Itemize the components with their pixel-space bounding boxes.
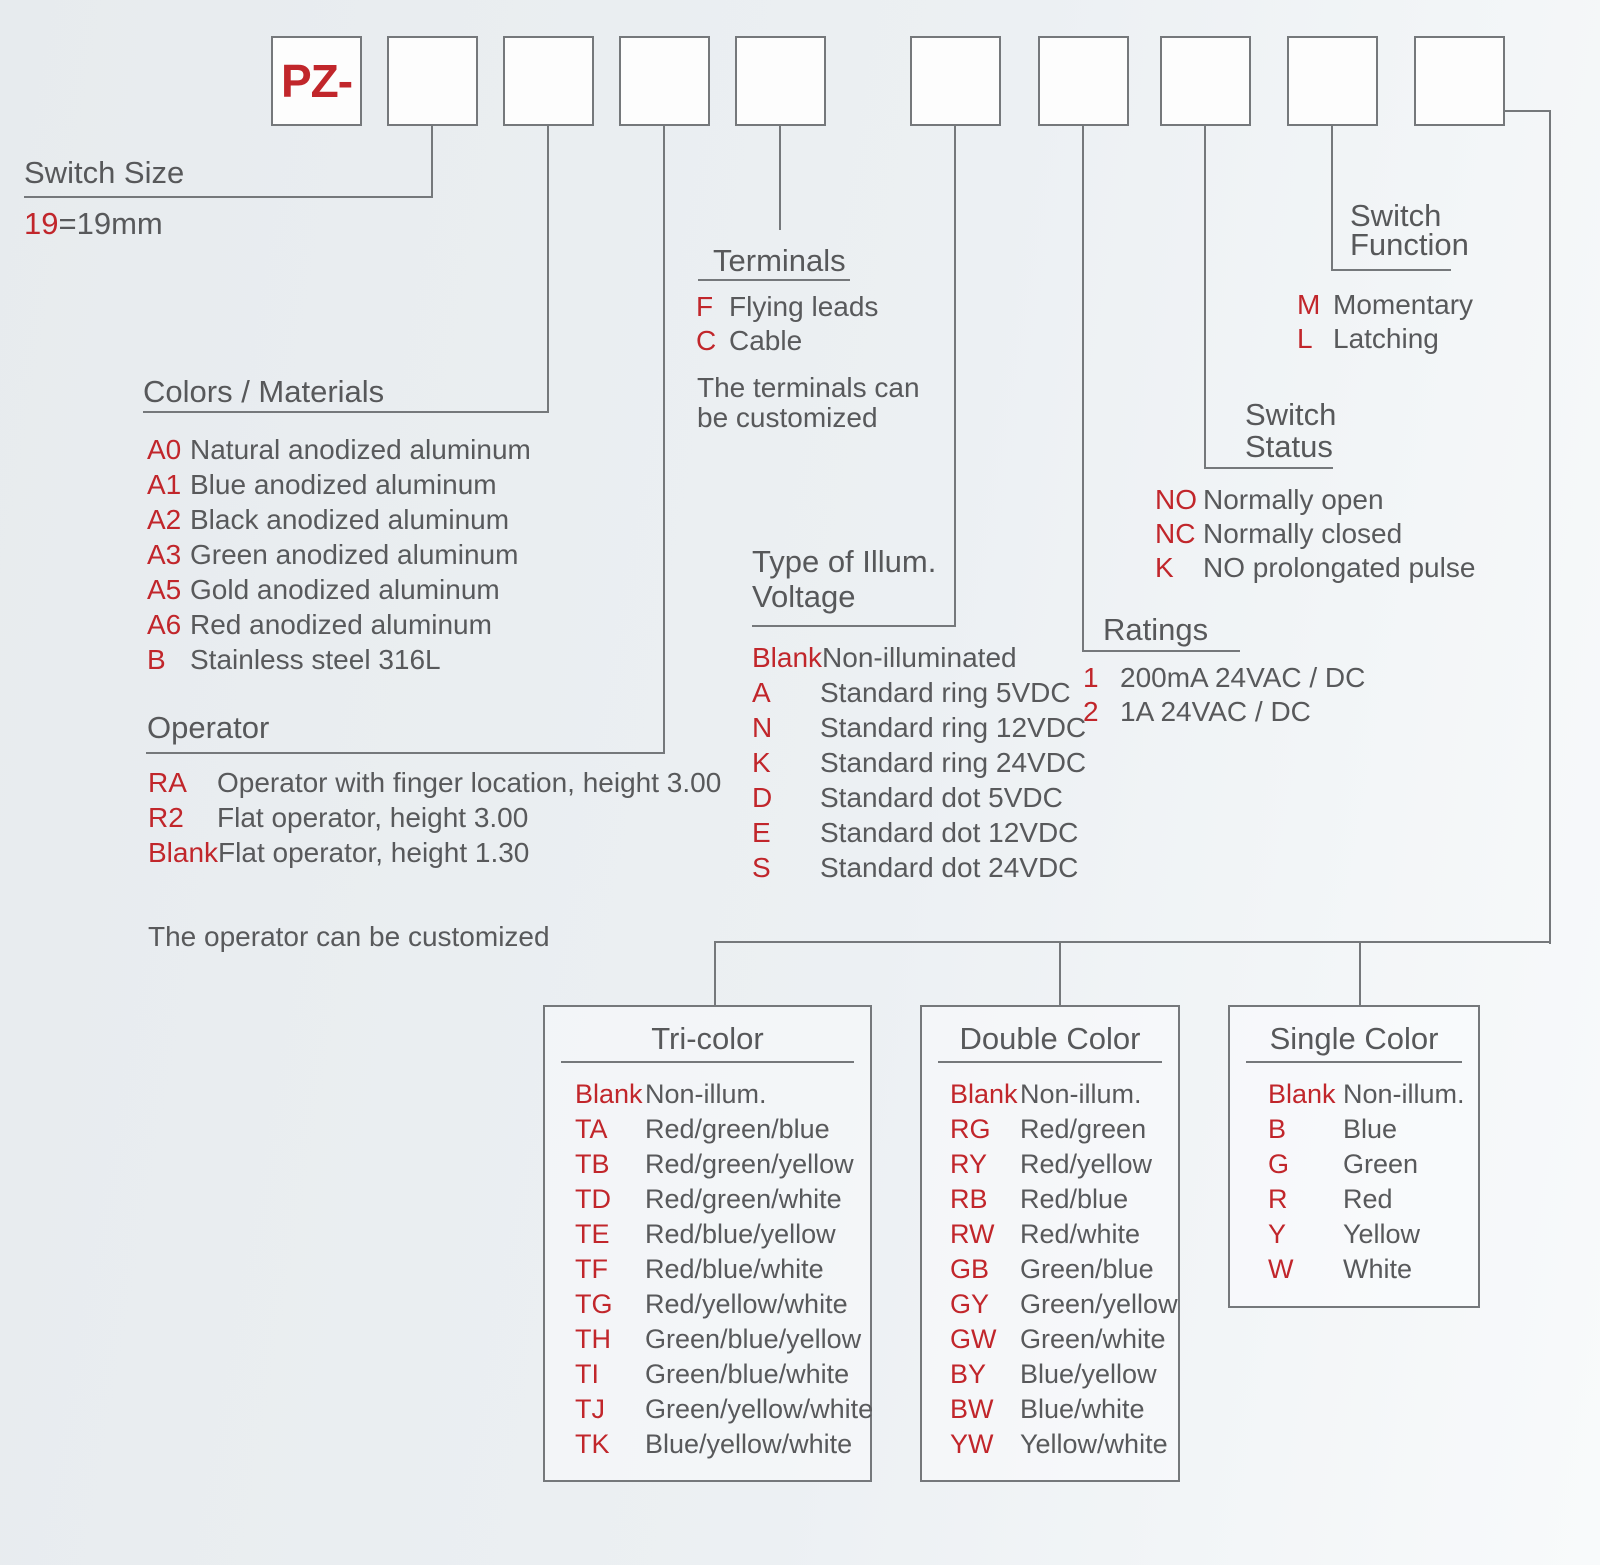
option-desc: Natural anodized aluminum	[190, 434, 531, 465]
option-code: E	[752, 817, 771, 848]
switch-size-code: 19	[24, 206, 59, 241]
option-row	[148, 835, 721, 870]
option-row	[752, 780, 1086, 815]
pn-box-status	[1160, 36, 1251, 126]
tri-color-box	[543, 1005, 872, 1482]
option-desc: Red/yellow	[1020, 1149, 1153, 1179]
option-code: A	[752, 677, 771, 708]
terminals-note-line2: be customized	[697, 402, 878, 433]
terminals-note-line1: The terminals can	[697, 372, 920, 403]
double-color-title: Double Color	[959, 1021, 1141, 1056]
option-row	[575, 1112, 873, 1147]
option-desc: Standard ring 12VDC	[820, 712, 1087, 743]
switch-status-title-line2: Status	[1245, 429, 1333, 464]
drop-line-single-color	[1359, 941, 1361, 1007]
option-code: G	[1268, 1149, 1290, 1179]
option-code: RB	[950, 1184, 988, 1214]
operator-underline	[146, 752, 665, 754]
ratings-list	[1083, 661, 1365, 729]
option-desc: Flat operator, height 1.30	[218, 837, 530, 868]
option-code: GY	[950, 1289, 990, 1319]
option-row	[575, 1077, 873, 1112]
switch-function-title	[1350, 198, 1469, 262]
option-desc: Red/yellow/white	[645, 1289, 848, 1319]
option-code: Blank	[1268, 1079, 1336, 1109]
option-code: 1	[1083, 662, 1099, 693]
option-code: Y	[1268, 1219, 1287, 1249]
illum-voltage-underline	[752, 625, 956, 627]
option-row	[147, 572, 531, 607]
option-code: TI	[575, 1359, 599, 1389]
option-desc: Non-illum.	[645, 1079, 767, 1109]
option-desc: Blue/white	[1020, 1394, 1145, 1424]
option-desc: Blue anodized aluminum	[190, 469, 497, 500]
option-desc: Flying leads	[729, 291, 879, 322]
option-row	[950, 1182, 1178, 1217]
option-code: RW	[950, 1219, 995, 1249]
option-row	[147, 432, 531, 467]
double-color-underline	[938, 1061, 1162, 1063]
option-code: GB	[950, 1254, 990, 1284]
switch-status-title-line1: Switch	[1245, 397, 1337, 432]
option-code: Blank	[148, 837, 219, 868]
part-prefix-label: PZ-	[280, 55, 353, 107]
option-code: NC	[1155, 518, 1196, 549]
option-desc: Red/blue/yellow	[645, 1219, 836, 1249]
switch-size-suffix: =19mm	[58, 206, 163, 241]
option-code: F	[696, 291, 714, 322]
option-code: D	[752, 782, 773, 813]
option-desc: Red/green/blue	[645, 1114, 830, 1144]
option-row	[1155, 483, 1475, 517]
drop-line-tri-color	[714, 941, 716, 1007]
option-code: RY	[950, 1149, 988, 1179]
single-color-box	[1228, 1005, 1480, 1308]
option-row	[147, 502, 531, 537]
terminals-note	[697, 373, 920, 433]
option-desc: Green	[1343, 1149, 1419, 1179]
single-color-underline	[1246, 1061, 1462, 1063]
pn-box-rating	[1038, 36, 1129, 126]
option-row	[752, 850, 1086, 885]
option-code: TD	[575, 1184, 611, 1214]
option-code: M	[1297, 289, 1321, 320]
option-code: A1	[147, 469, 182, 500]
pn-box-terminals	[735, 36, 826, 126]
option-code: TG	[575, 1289, 613, 1319]
option-row	[752, 710, 1086, 745]
switch-status-title	[1245, 399, 1336, 463]
option-row	[575, 1182, 873, 1217]
single-color-title: Single Color	[1269, 1021, 1439, 1056]
option-row	[950, 1252, 1178, 1287]
colors-materials-list	[147, 432, 531, 677]
option-desc: Non-illuminated	[822, 642, 1017, 673]
option-code: TH	[575, 1324, 611, 1354]
option-desc: 200mA 24VAC / DC	[1120, 662, 1366, 693]
operator-title: Operator	[147, 710, 270, 745]
option-code: NO	[1155, 484, 1197, 515]
option-desc: Red	[1343, 1184, 1393, 1214]
option-row	[1268, 1112, 1465, 1147]
switch-size-title: Switch Size	[24, 155, 185, 190]
option-row	[148, 800, 721, 835]
option-code: N	[752, 712, 773, 743]
option-desc: Normally open	[1203, 484, 1384, 515]
option-desc: Black anodized aluminum	[190, 504, 510, 535]
terminals-underline	[698, 279, 850, 281]
connector-line-size	[431, 126, 433, 198]
colors-materials-underline	[143, 411, 549, 413]
option-row	[1268, 1252, 1465, 1287]
drop-line-double-color	[1059, 941, 1061, 1007]
option-desc: Green/yellow/white	[645, 1394, 874, 1424]
option-row	[575, 1392, 873, 1427]
option-row	[1155, 517, 1475, 551]
switch-status-list	[1155, 483, 1475, 585]
option-code: Blank	[950, 1079, 1018, 1109]
option-desc: Standard dot 5VDC	[820, 782, 1063, 813]
option-desc: Yellow/white	[1020, 1429, 1168, 1459]
option-desc: Normally closed	[1203, 518, 1403, 549]
switch-function-title-line1: Switch	[1350, 198, 1442, 233]
connector-line-terminals	[779, 126, 781, 230]
pn-box-illum	[910, 36, 1001, 126]
option-row	[575, 1287, 873, 1322]
colors-materials-title: Colors / Materials	[143, 374, 385, 409]
option-row	[696, 290, 878, 324]
option-desc: Blue/yellow/white	[645, 1429, 853, 1459]
option-row	[575, 1217, 873, 1252]
tri-color-title: Tri-color	[651, 1021, 764, 1056]
option-code: TA	[575, 1114, 608, 1144]
option-row	[1297, 322, 1473, 356]
option-code: TE	[575, 1219, 610, 1249]
option-code: R	[1268, 1184, 1288, 1214]
option-code: YW	[950, 1429, 994, 1459]
connector-stub-illum-color	[1503, 110, 1551, 112]
option-desc: Red/white	[1020, 1219, 1141, 1249]
option-row	[575, 1427, 873, 1462]
option-code: RA	[148, 767, 187, 798]
option-row	[1155, 551, 1475, 585]
option-desc: Gold anodized aluminum	[190, 574, 500, 605]
option-row	[575, 1322, 873, 1357]
option-code: K	[752, 747, 771, 778]
option-row	[752, 745, 1086, 780]
option-code: R2	[148, 802, 184, 833]
option-code: Blank	[575, 1079, 643, 1109]
option-desc: Non-illum.	[1343, 1079, 1465, 1109]
connector-line-function	[1331, 126, 1333, 271]
pn-box-illum-color	[1414, 36, 1505, 126]
option-row	[950, 1077, 1178, 1112]
illum-voltage-title-line2: Voltage	[752, 579, 856, 614]
option-desc: White	[1343, 1254, 1413, 1284]
option-code: 2	[1083, 696, 1099, 727]
option-desc: Non-illum.	[1020, 1079, 1142, 1109]
option-desc: Standard ring 5VDC	[820, 677, 1071, 708]
option-row	[575, 1357, 873, 1392]
option-code: A3	[147, 539, 182, 570]
option-row	[147, 467, 531, 502]
option-code: GW	[950, 1324, 997, 1354]
option-desc: Red/blue	[1020, 1184, 1129, 1214]
terminals-title: Terminals	[713, 243, 846, 278]
option-code: B	[1268, 1114, 1287, 1144]
option-desc: Momentary	[1333, 289, 1474, 320]
option-row	[1083, 695, 1365, 729]
option-desc: 1A 24VAC / DC	[1120, 696, 1311, 727]
option-row	[950, 1147, 1178, 1182]
option-desc: Latching	[1333, 323, 1439, 354]
illum-voltage-title	[752, 544, 936, 614]
ratings-underline	[1082, 650, 1240, 652]
option-row	[696, 324, 878, 358]
option-desc: Stainless steel 316L	[190, 644, 441, 675]
tri-color-list	[575, 1077, 873, 1462]
connector-line-illum	[954, 126, 956, 627]
option-code: Blank	[752, 642, 823, 673]
option-desc: Green/blue/white	[645, 1359, 850, 1389]
option-code: A6	[147, 609, 182, 640]
tri-color-underline	[561, 1061, 854, 1063]
pn-box-prefix	[271, 36, 362, 126]
option-desc: Red anodized aluminum	[190, 609, 492, 640]
option-desc: Standard dot 12VDC	[820, 817, 1079, 848]
option-row	[950, 1217, 1178, 1252]
option-desc: Red/green	[1020, 1114, 1147, 1144]
option-desc: Standard ring 24VDC	[820, 747, 1087, 778]
option-row	[1268, 1147, 1465, 1182]
option-row	[1268, 1077, 1465, 1112]
switch-function-list	[1297, 288, 1473, 356]
option-code: A2	[147, 504, 182, 535]
option-row	[575, 1147, 873, 1182]
switch-function-underline	[1331, 269, 1451, 271]
operator-list	[148, 765, 721, 870]
option-desc: Blue	[1343, 1114, 1398, 1144]
option-code: L	[1297, 323, 1313, 354]
pn-box-color	[503, 36, 594, 126]
option-desc: Red/blue/white	[645, 1254, 824, 1284]
double-color-box	[920, 1005, 1180, 1482]
option-code: TJ	[575, 1394, 605, 1424]
option-desc: Operator with finger location, height 3.00	[217, 767, 722, 798]
option-code: TB	[575, 1149, 610, 1179]
switch-size-value	[24, 206, 163, 242]
option-desc: Red/green/yellow	[645, 1149, 854, 1179]
option-code: RG	[950, 1114, 991, 1144]
option-code: BY	[950, 1359, 987, 1389]
option-code: A0	[147, 434, 182, 465]
option-row	[950, 1322, 1178, 1357]
double-color-list	[950, 1077, 1178, 1462]
option-row	[752, 815, 1086, 850]
option-row	[147, 537, 531, 572]
option-desc: Flat operator, height 3.00	[217, 802, 529, 833]
option-desc: Green/yellow	[1020, 1289, 1178, 1319]
pn-box-size	[387, 36, 478, 126]
option-code: TF	[575, 1254, 608, 1284]
pn-box-operator	[619, 36, 710, 126]
option-code: B	[147, 644, 166, 675]
option-row	[1083, 661, 1365, 695]
option-desc: Green anodized aluminum	[190, 539, 519, 570]
connector-line-illum-color-right	[1549, 110, 1551, 944]
option-row	[950, 1357, 1178, 1392]
connector-line-rating	[1082, 126, 1084, 652]
terminals-list	[696, 290, 878, 358]
single-color-list	[1268, 1077, 1465, 1287]
option-row	[147, 642, 531, 677]
illum-voltage-title-line1: Type of Illum.	[752, 544, 937, 579]
option-row	[1268, 1182, 1465, 1217]
switch-status-underline	[1204, 467, 1333, 469]
option-code: BW	[950, 1394, 994, 1424]
option-row	[752, 640, 1086, 675]
connector-line-status	[1204, 126, 1206, 469]
option-code: C	[696, 325, 717, 356]
option-row	[950, 1287, 1178, 1322]
switch-size-underline	[24, 196, 432, 198]
connector-line-operator	[663, 126, 665, 754]
option-row	[950, 1427, 1178, 1462]
option-desc: Standard dot 24VDC	[820, 852, 1079, 883]
illum-voltage-list	[752, 640, 1086, 885]
option-row	[575, 1252, 873, 1287]
option-desc: Green/white	[1020, 1324, 1166, 1354]
option-desc: Green/blue	[1020, 1254, 1154, 1284]
ratings-title: Ratings	[1103, 612, 1209, 647]
option-row	[950, 1392, 1178, 1427]
option-row	[752, 675, 1086, 710]
option-desc: Blue/yellow	[1020, 1359, 1157, 1389]
option-row	[147, 607, 531, 642]
option-row	[148, 765, 721, 800]
connector-line-color-boxes	[714, 941, 1551, 943]
option-code: S	[752, 852, 771, 883]
switch-function-title-line2: Function	[1350, 227, 1469, 262]
option-row	[950, 1112, 1178, 1147]
option-code: A5	[147, 574, 182, 605]
option-desc: Yellow	[1343, 1219, 1421, 1249]
option-desc: Red/green/white	[645, 1184, 842, 1214]
option-desc: Cable	[729, 325, 803, 356]
option-code: TK	[575, 1429, 610, 1459]
pn-box-function	[1287, 36, 1378, 126]
option-row	[1268, 1217, 1465, 1252]
option-row	[1297, 288, 1473, 322]
operator-note: The operator can be customized	[148, 921, 550, 952]
option-desc: NO prolongated pulse	[1203, 552, 1476, 583]
connector-line-color	[547, 126, 549, 413]
option-code: W	[1268, 1254, 1294, 1284]
option-code: K	[1155, 552, 1174, 583]
option-desc: Green/blue/yellow	[645, 1324, 862, 1354]
